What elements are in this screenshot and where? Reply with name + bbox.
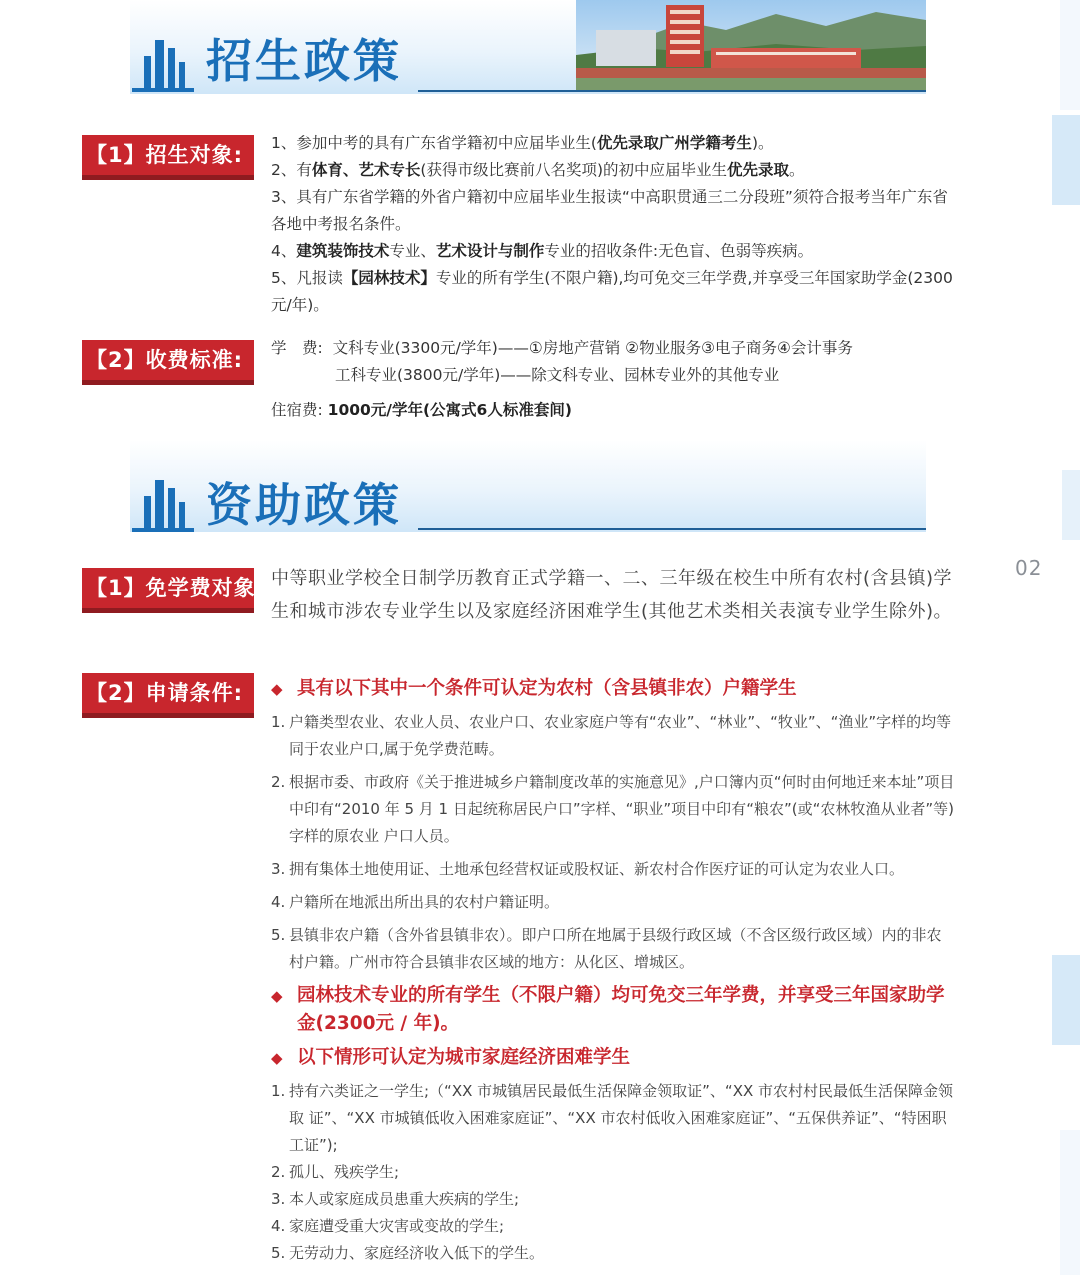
title-underline bbox=[418, 90, 926, 92]
decor-stripe bbox=[1060, 0, 1080, 110]
list-item: 4. 户籍所在地派出所出具的农村户籍证明。 bbox=[271, 893, 560, 911]
section-banner-aid bbox=[130, 440, 926, 532]
section-banner-admission bbox=[130, 0, 926, 94]
decor-stripe bbox=[1052, 115, 1080, 205]
condition-heading: ◆ 园林技术专业的所有学生（不限户籍）均可免交三年学费，并享受三年国家助学金(2300元 / 年)。 bbox=[271, 982, 955, 1038]
list-item: 2. 根据市委、市政府《关于推进城乡户籍制度改革的实施意见》,户口簿内页“何时由何地迁来本址”项目中印有“2010 年 5 月 1 日起统称居民户口”字样、“职业”项目中印有“粮农”(或“农林牧渔从业者”等)字样的原农业 户口人员。 bbox=[271, 773, 955, 845]
section-title: 招生政策 bbox=[206, 34, 402, 88]
list-item: 1. 户籍类型农业、农业人员、农业户口、农业家庭户等有“农业”、“林业”、“牧业”、“渔业”字样的均等同于农业户口,属于免学费范畴。 bbox=[271, 713, 952, 758]
list-item: 2. 孤儿、残疾学生; bbox=[271, 1163, 400, 1181]
urban-list bbox=[271, 1078, 955, 1267]
label-enrollment-target: 【1】招生对象: bbox=[82, 135, 254, 175]
label-fee-standard: 【2】收费标准: bbox=[82, 340, 254, 380]
list-item: 4、建筑装饰技术专业、艺术设计与制作专业的招收条件:无色盲、色弱等疾病。 bbox=[271, 242, 814, 260]
rural-list bbox=[271, 709, 955, 976]
list-item: 2、有体育、艺术专长(获得市级比赛前八名奖项)的初中应届毕业生优先录取。 bbox=[271, 161, 805, 179]
condition-heading: ◆ 以下情形可认定为城市家庭经济困难学生 bbox=[271, 1044, 955, 1072]
list-item: 5. 无劳动力、家庭经济收入低下的学生。 bbox=[271, 1244, 545, 1262]
fee-standard bbox=[271, 335, 955, 424]
list-item: 3. 本人或家庭成员患重大疾病的学生; bbox=[271, 1190, 520, 1208]
decor-stripe bbox=[1052, 955, 1080, 1045]
list-item: 1、参加中考的具有广东省学籍初中应届毕业生(优先录取广州学籍考生)。 bbox=[271, 134, 774, 152]
tuition-engineering: 工科专业(3800元/学年)——除文科专业、园林专业外的其他专业 bbox=[335, 366, 780, 384]
decor-stripe bbox=[1062, 470, 1080, 540]
list-item: 4. 家庭遭受重大灾害或变故的学生; bbox=[271, 1217, 505, 1235]
lodging-value: 1000元/学年(公寓式6人标准套间) bbox=[327, 401, 572, 419]
label-application-conditions: 【2】申请条件: bbox=[82, 673, 254, 713]
tuition-arts: 文科专业(3300元/学年)——①房地产营销 ②物业服务③电子商务④会计事务 bbox=[332, 339, 853, 357]
list-item: 5、凡报读【园林技术】专业的所有学生(不限户籍),均可免交三年学费,并享受三年国家助学金(2300元/年)。 bbox=[271, 269, 953, 314]
lodging-label: 住宿费: bbox=[271, 401, 323, 419]
fee-exemption-text: 中等职业学校全日制学历教育正式学籍一、二、三年级在校生中所有农村(含县镇)学生和城市涉农专业学生以及家庭经济困难学生(其他艺术类相关表演专业学生除外)。 bbox=[271, 568, 953, 622]
tuition-label: 学 费: bbox=[271, 339, 323, 357]
list-item: 3、具有广东省学籍的外省户籍初中应届毕业生报读“中高职贯通三二分段班”须符合报考当年广东省各地中考报名条件。 bbox=[271, 188, 948, 233]
list-item: 5. 县镇非农户籍（含外省县镇非农）。即户口所在地属于县级行政区域（不含区级行政区域）内的非农村户籍。广州市符合县镇非农区域的地方：从化区、增城区。 bbox=[271, 926, 942, 971]
label-fee-exemption: 【1】免学费对象: bbox=[82, 568, 254, 608]
campus-photo bbox=[576, 0, 926, 92]
building-icon bbox=[132, 474, 194, 532]
enrollment-target-list bbox=[271, 130, 955, 319]
application-conditions bbox=[271, 675, 955, 1267]
section-title: 资助政策 bbox=[206, 478, 402, 532]
decor-stripe bbox=[1060, 1130, 1080, 1275]
page-number: 02 bbox=[1015, 556, 1043, 580]
title-underline bbox=[418, 528, 926, 530]
list-item: 3. 拥有集体土地使用证、土地承包经营权证或股权证、新农村合作医疗证的可认定为农业人口。 bbox=[271, 860, 905, 878]
building-icon bbox=[132, 34, 194, 92]
list-item: 1. 持有六类证之一学生;（“XX 市城镇居民最低生活保障金领取证”、“XX 市农村村民最低生活保障金领取 证”、“XX 市城镇低收入困难家庭证”、“XX 市农村低收入困难家庭证”、“五保供养证”、“特困职工证”); bbox=[271, 1082, 954, 1154]
condition-heading: ◆ 具有以下其中一个条件可认定为农村（含县镇非农）户籍学生 bbox=[271, 675, 955, 703]
